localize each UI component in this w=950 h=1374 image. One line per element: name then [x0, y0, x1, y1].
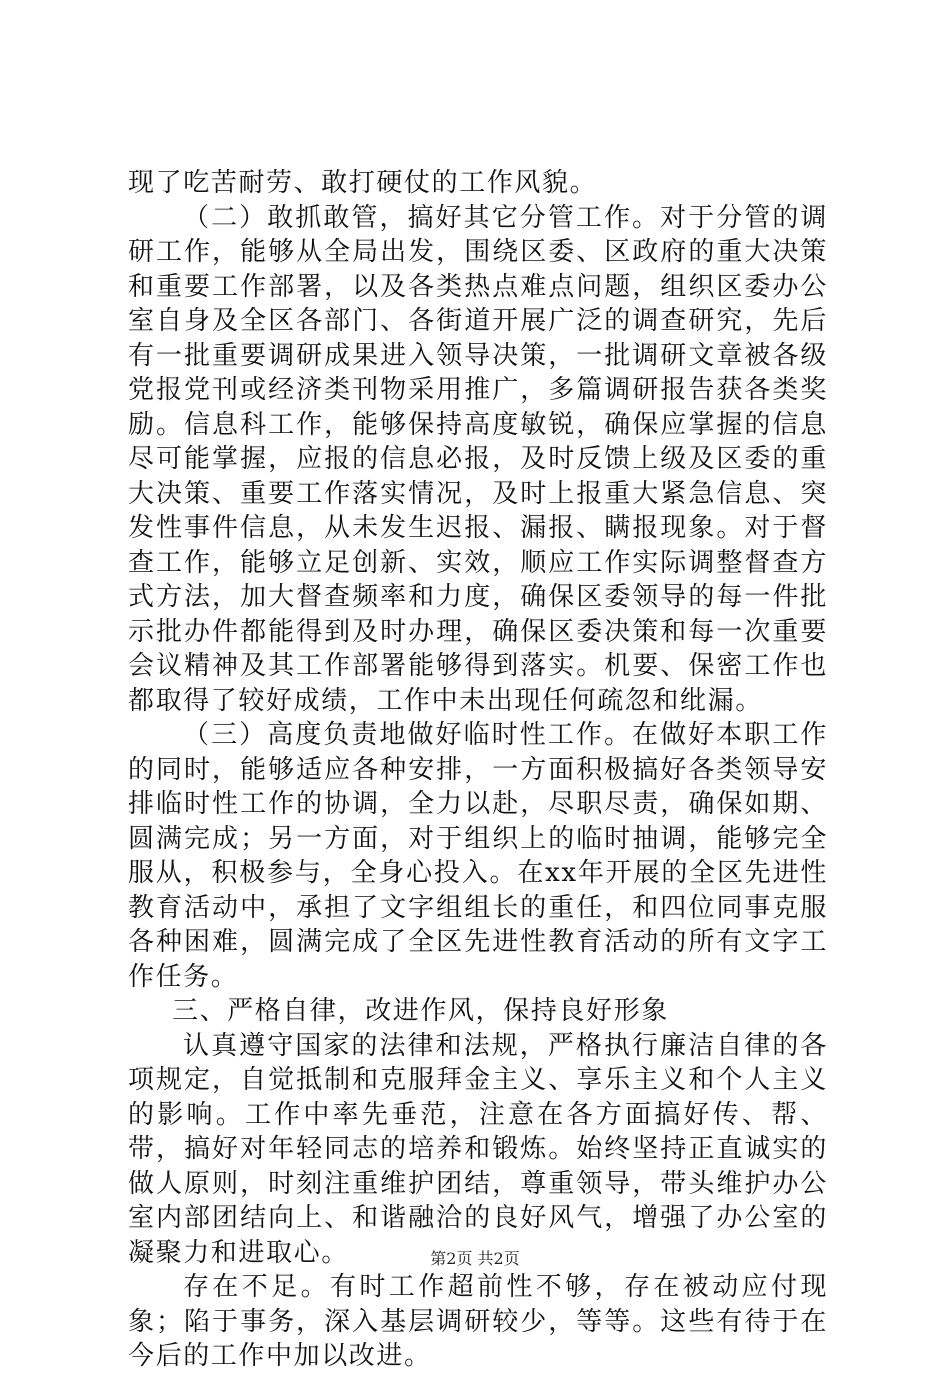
- page-number-footer: 第2页 共2页: [430, 1249, 520, 1268]
- paragraph-section-2: （二）敢抓敢管，搞好其它分管工作。对于分管的调研工作，能够从全局出发，围绕区委、区政府的重大决策和重要工作部署，以及各类热点难点问题，组织区委办公室自身及全区各部门、各街道开展广泛的调查研究，先后有一批重要调研成果进入领导决策，一批调研文章被各级党报党刊或经济类刊物采用推广，多篇调研报告获各类奖励。信息科工作，能够保持高度敏锐，确保应掌握的信息尽可能掌握，应报的信息必报，及时反馈上级及区委的重大决策、重要工作落实情况，及时上报重大紧急信息、突发性事件信息，从未发生迟报、漏报、瞒报现象。对于督查工作，能够立足创新、实效，顺应工作实际调整督查方式方法，加大督查频率和力度，确保区委领导的每一件批示批办件都能得到及时办理，确保区委决策和每一次重要会议精神及其工作部署能够得到落实。机要、保密工作也都取得了较好成绩，工作中未出现任何疏忽和纰漏。: [128, 202, 828, 716]
- section-heading-3: 三、严格自律，改进作风，保持良好形象: [172, 996, 669, 1026]
- document-body: [128, 166, 828, 1374]
- paragraph-shortcomings: 存在不足。有时工作超前性不够，存在被动应付现象；陷于事务，深入基层调研较少，等等。这些有待于在今后的工作中加以改进。: [128, 1272, 828, 1371]
- paragraph-continuation: 现了吃苦耐劳、敢打硬仗的工作风貌。: [128, 168, 598, 198]
- paragraph-section-3: （三）高度负责地做好临时性工作。在做好本职工作的同时，能够适应各种安排，一方面积极搞好各类领导安排临时性工作的协调，全力以赴，尽职尽责，确保如期、圆满完成；另一方面，对于组织上的临时抽调，能够完全服从，积极参与，全身心投入。在xx年开展的全区先进性教育活动中，承担了文字组组长的重任，和四位同事克服各种困难，圆满完成了全区先进性教育活动的所有文字工作任务。: [128, 720, 828, 992]
- paragraph-self-discipline: 认真遵守国家的法律和法规，严格执行廉洁自律的各项规定，自觉抵制和克服拜金主义、享乐主义和个人主义的影响。工作中率先垂范，注意在各方面搞好传、帮、带，搞好对年轻同志的培养和锻炼。始终坚持正直诚实的做人原则，时刻注重维护团结，尊重领导，带头维护办公室内部团结向上、和谐融洽的良好风气，增强了办公室的凝聚力和进取心。: [128, 1030, 828, 1268]
